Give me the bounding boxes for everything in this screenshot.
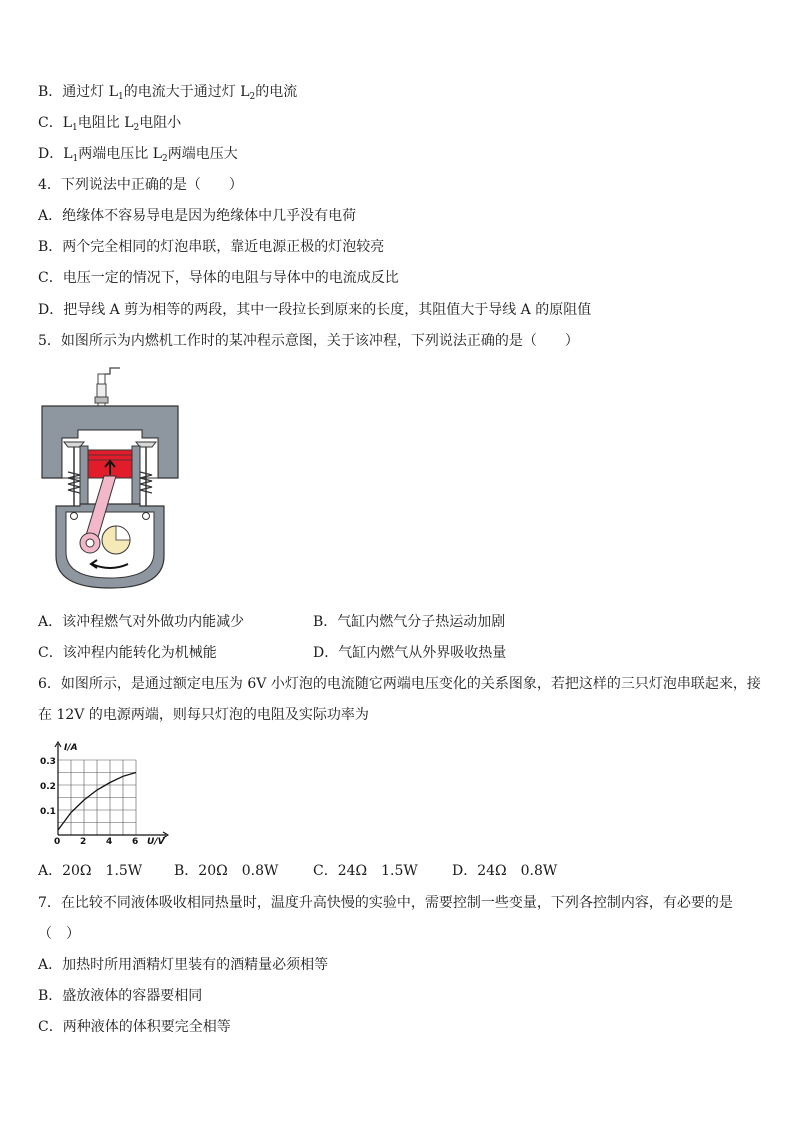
x-tick-label: 0 [54,837,61,847]
q6-option-d: D．24Ω 0.8W [452,863,558,879]
q4-option-b: B．两个完全相同的灯泡串联，靠近电源正极的灯泡较亮 [38,239,385,255]
q7-stem-line2: （ ） [38,926,80,942]
engine-diagram [40,366,180,592]
q6-stem-line1: 6．如图所示，是通过额定电压为 6V 小灯泡的电流随它两端电压变化的关系图象，若把这样的三只灯泡串联起来，接 [38,676,761,692]
q4-stem: 4．下列说法中正确的是（ ） [38,177,243,193]
y-axis-label: I/A [64,743,78,753]
iu-graph [36,740,176,848]
q5-option-d: D．气缸内燃气从外界吸收热量 [313,645,507,661]
q3-option-d: D．$L_1$两端电压比 $L_2$两端电压大 [38,146,238,164]
q7-option-c: C．两种液体的体积要完全相等 [38,1019,231,1035]
y-tick-label: 0.2 [40,782,56,792]
q4-option-d: D．把导线 A 剪为相等的两段，其中一段拉长到原来的长度，其阻值大于导线 A 的原阻值 [38,302,592,318]
q3-option-b: B．通过灯 $L_1$的电流大于通过灯 $L_2$的电流 [38,84,298,102]
q5-stem: 5．如图所示为内燃机工作时的某冲程示意图，关于该冲程，下列说法正确的是（ ） [38,333,579,349]
q4-option-a: A．绝缘体不容易导电是因为绝缘体中几乎没有电荷 [38,208,357,224]
q7-stem-line1: 7．在比较不同液体吸收相同热量时，温度升高快慢的实验中，需要控制一些变量，下列各控制内容，有必要的是 [38,895,733,911]
y-tick-label: 0.1 [40,807,56,817]
q5-option-c: C．该冲程内能转化为机械能 [38,645,217,661]
q6-option-b: B．20Ω 0.8W [174,863,279,879]
q4-option-c: C．电压一定的情况下，导体的电阻与导体中的电流成反比 [38,270,399,286]
q6-option-c: C．24Ω 1.5W [313,863,418,879]
x-axis-label: U/V [147,837,165,847]
q5-option-b: B．气缸内燃气分子热运动加剧 [313,614,506,630]
q6-stem-line2: 在 12V 的电源两端，则每只灯泡的电阻及实际功率为 [38,707,369,723]
y-tick-label: 0.3 [40,757,56,767]
q6-option-a: A．20Ω 1.5W [38,863,143,879]
x-tick-label: 2 [80,837,87,847]
q7-option-b: B．盛放液体的容器要相同 [38,988,203,1004]
x-tick-label: 6 [132,837,139,847]
q7-option-a: A．加热时所用酒精灯里装有的酒精量必须相等 [38,957,329,973]
q3-option-c: C．$L_1$电阻比 $L_2$电阻小 [38,115,182,133]
x-tick-label: 4 [106,837,113,847]
q5-option-a: A．该冲程燃气对外做功内能减少 [38,614,245,630]
